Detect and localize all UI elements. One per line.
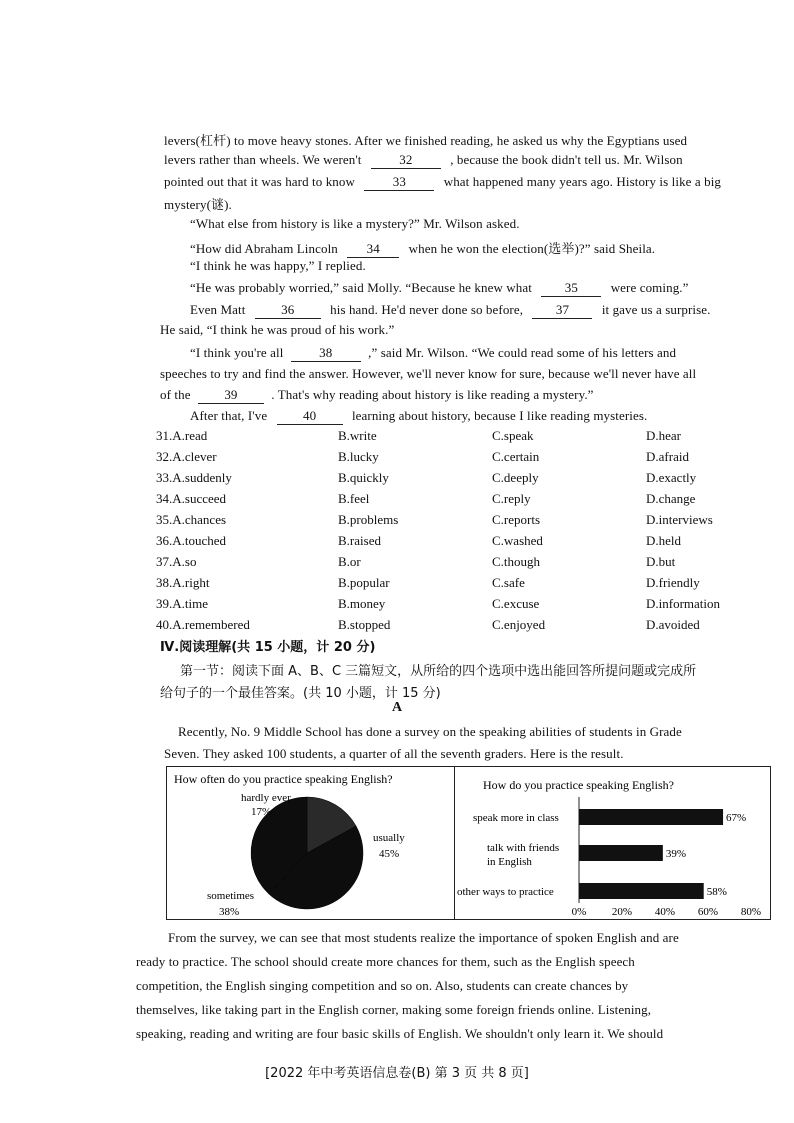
passage-line: From the survey, we can see that most students realize the importance of spoken English and are xyxy=(168,930,679,945)
bar-x-tick: 0% xyxy=(571,906,587,918)
pie-chart xyxy=(167,767,454,919)
option-33-D: D.exactly xyxy=(646,470,697,485)
option-34-D: D.change xyxy=(646,491,696,506)
pie-value-label: 17% xyxy=(251,806,272,818)
passage-letter: A xyxy=(391,700,403,715)
option-34-B: B.feel xyxy=(338,491,370,506)
option-33-A: 33.A.suddenly xyxy=(156,470,232,485)
option-36-A: 36.A.touched xyxy=(156,533,227,548)
bar-value-label: 39% xyxy=(665,848,687,860)
blank-32: 32 xyxy=(371,152,441,169)
blank-40: 40 xyxy=(277,408,343,425)
pie-category-label: hardly ever xyxy=(241,792,291,804)
passage-line: competition, the English singing competition and so on. Also, students can create chances by xyxy=(136,978,629,993)
option-31-D: D.hear xyxy=(646,428,682,443)
bar-x-tick: 20% xyxy=(611,906,633,918)
passage-line: After that, I've 40 learning about history, because I like reading mysteries. xyxy=(190,408,648,423)
option-40-D: D.avoided xyxy=(646,617,700,632)
passage-line: speaking, reading and writing are four basic skills of English. We shouldn't only learn it. We should xyxy=(136,1026,664,1041)
passage-line: levers(杠杆) to move heavy stones. After we finished reading, he asked us why the Egyptians used xyxy=(164,133,688,148)
blank-34: 34 xyxy=(347,241,399,258)
option-35-D: D.interviews xyxy=(646,512,713,527)
passage-line: He said, “I think he was proud of his work.” xyxy=(160,322,395,337)
option-39-C: C.excuse xyxy=(492,596,540,611)
option-34-C: C.reply xyxy=(492,491,531,506)
instructions-line: 第一节：阅读下面 A、B、C 三篇短文，从所给的四个选项中选出能回答所提问题或完成所 xyxy=(180,664,697,679)
option-38-D: D.friendly xyxy=(646,575,700,590)
bar-value-label: 67% xyxy=(726,812,747,824)
option-39-A: 39.A.time xyxy=(156,596,208,611)
bar-1 xyxy=(579,845,663,861)
passage-line: mystery(谜). xyxy=(164,197,232,212)
option-38-B: B.popular xyxy=(338,575,390,590)
blank-36: 36 xyxy=(255,302,321,319)
intro-line: Seven. They asked 100 students, a quarter of all the seventh graders. Here is the result. xyxy=(164,746,624,761)
option-40-B: B.stopped xyxy=(338,617,391,632)
option-34-A: 34.A.succeed xyxy=(156,491,227,506)
blank-39: 39 xyxy=(198,387,264,404)
passage-line: “I think you're all 38 ,” said Mr. Wilson. “We could read some of his letters and xyxy=(190,345,677,360)
option-40-A: 40.A.remembered xyxy=(156,617,250,632)
pie-category-label: sometimes xyxy=(207,890,255,902)
option-35-A: 35.A.chances xyxy=(156,512,227,527)
passage-line: pointed out that it was hard to know 33 what happened many years ago. History is like a big xyxy=(164,174,722,189)
pie-value-label: 38% xyxy=(219,906,240,918)
option-31-B: B.write xyxy=(338,428,377,443)
option-32-B: B.lucky xyxy=(338,449,379,464)
option-35-C: C.reports xyxy=(492,512,541,527)
pie-title: How often do you practice speaking English? xyxy=(174,772,393,786)
bar-chart xyxy=(455,767,770,919)
bar-category-label: talk with friends xyxy=(487,842,560,854)
bar-category-label: speak more in class xyxy=(473,812,559,824)
option-37-C: C.though xyxy=(492,554,541,569)
bar-value-label: 58% xyxy=(706,886,727,898)
option-36-D: D.held xyxy=(646,533,682,548)
page-footer: [2022 年中考英语信息卷(B) 第 3 页 共 8 页] xyxy=(265,1066,529,1081)
passage-line: ready to practice. The school should create more chances for them, such as the English speech xyxy=(136,954,635,969)
passage-line: themselves, like taking part in the English corner, making some foreign friends online. Listening, xyxy=(136,1002,652,1017)
option-36-B: B.raised xyxy=(338,533,381,548)
passage-line: “I think he was happy,” I replied. xyxy=(190,258,366,273)
pie-value-label: 45% xyxy=(379,848,400,860)
option-33-B: B.quickly xyxy=(338,470,389,485)
option-32-A: 32.A.clever xyxy=(156,449,217,464)
option-37-B: B.or xyxy=(338,554,361,569)
bar-category-label: other ways to practice xyxy=(457,886,554,898)
passage-line: levers rather than wheels. We weren't 32 , because the book didn't tell us. Mr. Wilson xyxy=(164,152,683,167)
bar-title: How do you practice speaking English? xyxy=(483,778,674,792)
pie-category-label: usually xyxy=(373,832,405,844)
option-39-D: D.information xyxy=(646,596,721,611)
option-37-A: 37.A.so xyxy=(156,554,197,569)
option-37-D: D.but xyxy=(646,554,676,569)
passage-line: of the 39 . That's why reading about history is like reading a mystery.” xyxy=(160,387,594,402)
bar-0 xyxy=(579,809,723,825)
survey-chart-box xyxy=(166,766,771,920)
bar-x-tick: 80% xyxy=(740,906,762,918)
passage-line: “What else from history is like a mystery?” Mr. Wilson asked. xyxy=(190,216,520,231)
blank-33: 33 xyxy=(364,174,434,191)
bar-x-tick: 60% xyxy=(697,906,719,918)
blank-35: 35 xyxy=(541,280,601,297)
bar-category-label: in English xyxy=(487,856,532,868)
option-39-B: B.money xyxy=(338,596,386,611)
option-31-A: 31.A.read xyxy=(156,428,208,443)
option-31-C: C.speak xyxy=(492,428,534,443)
passage-line: “How did Abraham Lincoln 34 when he won the election(选举)?” said Sheila. xyxy=(190,241,656,256)
option-40-C: C.enjoyed xyxy=(492,617,546,632)
section-title: Ⅳ.阅读理解(共 15 小题，计 20 分) xyxy=(160,640,376,655)
option-38-A: 38.A.right xyxy=(156,575,210,590)
passage-line: Even Matt 36 his hand. He'd never done so before, 37 it gave us a surprise. xyxy=(190,302,711,317)
option-32-C: C.certain xyxy=(492,449,540,464)
blank-38: 38 xyxy=(291,345,361,362)
option-38-C: C.safe xyxy=(492,575,525,590)
bar-x-tick: 40% xyxy=(654,906,676,918)
option-35-B: B.problems xyxy=(338,512,399,527)
passage-line: “He was probably worried,” said Molly. “Because he knew what 35 were coming.” xyxy=(190,280,689,295)
option-32-D: D.afraid xyxy=(646,449,689,464)
instructions-line: 给句子的一个最佳答案。(共 10 小题，计 15 分) xyxy=(160,686,441,701)
option-33-C: C.deeply xyxy=(492,470,539,485)
passage-line: speeches to try and find the answer. However, we'll never know for sure, because we'll never have all xyxy=(160,366,697,381)
intro-line: Recently, No. 9 Middle School has done a survey on the speaking abilities of students in Grade xyxy=(178,724,682,739)
option-36-C: C.washed xyxy=(492,533,543,548)
bar-2 xyxy=(579,883,704,899)
blank-37: 37 xyxy=(532,302,592,319)
